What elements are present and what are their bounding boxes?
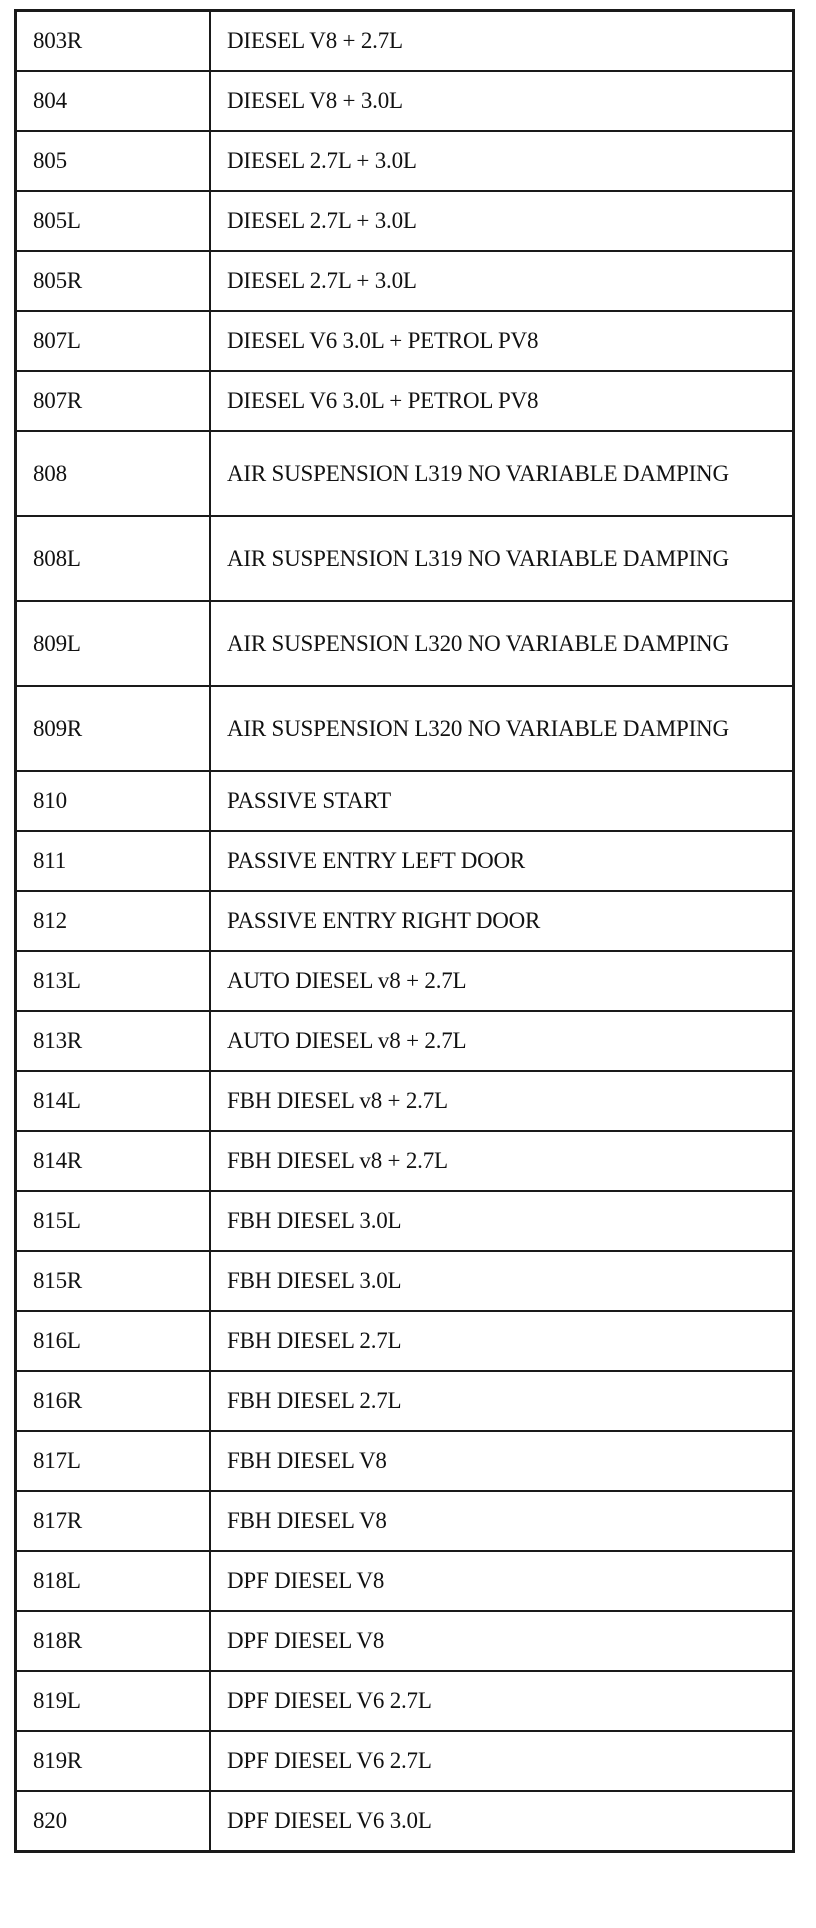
description-cell: FBH DIESEL v8 + 2.7L	[210, 1071, 794, 1131]
code-cell: 805L	[16, 191, 211, 251]
description-cell: DIESEL 2.7L + 3.0L	[210, 251, 794, 311]
description-cell: DIESEL V6 3.0L + PETROL PV8	[210, 371, 794, 431]
description-cell: DPF DIESEL V8	[210, 1611, 794, 1671]
description-cell: AIR SUSPENSION L319 NO VARIABLE DAMPING	[210, 516, 794, 601]
description-cell: DPF DIESEL V6 2.7L	[210, 1731, 794, 1791]
table-row	[16, 1071, 794, 1131]
description-cell: AIR SUSPENSION L320 NO VARIABLE DAMPING	[210, 686, 794, 771]
description-cell: DIESEL 2.7L + 3.0L	[210, 131, 794, 191]
table-row	[16, 431, 794, 516]
table-row	[16, 1191, 794, 1251]
table-row	[16, 951, 794, 1011]
description-cell: AIR SUSPENSION L320 NO VARIABLE DAMPING	[210, 601, 794, 686]
table-row	[16, 1611, 794, 1671]
description-cell: PASSIVE ENTRY RIGHT DOOR	[210, 891, 794, 951]
code-cell: 817R	[16, 1491, 211, 1551]
code-cell: 816R	[16, 1371, 211, 1431]
table-row	[16, 1371, 794, 1431]
description-cell: DIESEL V8 + 2.7L	[210, 11, 794, 72]
description-cell: PASSIVE ENTRY LEFT DOOR	[210, 831, 794, 891]
description-cell: FBH DIESEL V8	[210, 1491, 794, 1551]
table-row	[16, 1791, 794, 1852]
code-cell: 820	[16, 1791, 211, 1852]
code-cell: 819R	[16, 1731, 211, 1791]
code-cell: 803R	[16, 11, 211, 72]
table-row	[16, 131, 794, 191]
description-cell: FBH DIESEL 3.0L	[210, 1191, 794, 1251]
code-cell: 807L	[16, 311, 211, 371]
table-row	[16, 1011, 794, 1071]
table-row	[16, 771, 794, 831]
description-cell: AIR SUSPENSION L319 NO VARIABLE DAMPING	[210, 431, 794, 516]
table-row	[16, 191, 794, 251]
code-cell: 815L	[16, 1191, 211, 1251]
description-cell: PASSIVE START	[210, 771, 794, 831]
code-cell: 809R	[16, 686, 211, 771]
description-cell: FBH DIESEL v8 + 2.7L	[210, 1131, 794, 1191]
table-row	[16, 71, 794, 131]
code-table-body	[16, 11, 794, 1852]
description-cell: FBH DIESEL 2.7L	[210, 1311, 794, 1371]
description-cell: DIESEL 2.7L + 3.0L	[210, 191, 794, 251]
code-cell: 807R	[16, 371, 211, 431]
table-row	[16, 1491, 794, 1551]
description-cell: DPF DIESEL V6 3.0L	[210, 1791, 794, 1852]
table-row	[16, 1251, 794, 1311]
description-cell: DPF DIESEL V8	[210, 1551, 794, 1611]
table-row	[16, 891, 794, 951]
table-row	[16, 311, 794, 371]
code-cell: 813L	[16, 951, 211, 1011]
code-cell: 808	[16, 431, 211, 516]
table-row	[16, 516, 794, 601]
table-row	[16, 601, 794, 686]
code-cell: 805	[16, 131, 211, 191]
table-row	[16, 1131, 794, 1191]
code-cell: 813R	[16, 1011, 211, 1071]
table-row	[16, 1311, 794, 1371]
table-row	[16, 686, 794, 771]
description-cell: FBH DIESEL V8	[210, 1431, 794, 1491]
description-cell: AUTO DIESEL v8 + 2.7L	[210, 951, 794, 1011]
table-row	[16, 1551, 794, 1611]
code-cell: 809L	[16, 601, 211, 686]
table-row	[16, 1431, 794, 1491]
code-cell: 818R	[16, 1611, 211, 1671]
table-row	[16, 1731, 794, 1791]
code-cell: 805R	[16, 251, 211, 311]
description-cell: FBH DIESEL 3.0L	[210, 1251, 794, 1311]
code-cell: 816L	[16, 1311, 211, 1371]
code-cell: 812	[16, 891, 211, 951]
description-cell: FBH DIESEL 2.7L	[210, 1371, 794, 1431]
description-cell: DIESEL V8 + 3.0L	[210, 71, 794, 131]
table-row	[16, 251, 794, 311]
code-cell: 808L	[16, 516, 211, 601]
code-cell: 814R	[16, 1131, 211, 1191]
table-row	[16, 1671, 794, 1731]
table-row	[16, 831, 794, 891]
code-cell: 817L	[16, 1431, 211, 1491]
code-cell: 819L	[16, 1671, 211, 1731]
description-cell: AUTO DIESEL v8 + 2.7L	[210, 1011, 794, 1071]
code-cell: 810	[16, 771, 211, 831]
description-cell: DPF DIESEL V6 2.7L	[210, 1671, 794, 1731]
table-row	[16, 11, 794, 72]
code-cell: 811	[16, 831, 211, 891]
code-cell: 818L	[16, 1551, 211, 1611]
code-table	[14, 9, 795, 1853]
description-cell: DIESEL V6 3.0L + PETROL PV8	[210, 311, 794, 371]
code-cell: 804	[16, 71, 211, 131]
code-cell: 815R	[16, 1251, 211, 1311]
code-cell: 814L	[16, 1071, 211, 1131]
table-row	[16, 371, 794, 431]
